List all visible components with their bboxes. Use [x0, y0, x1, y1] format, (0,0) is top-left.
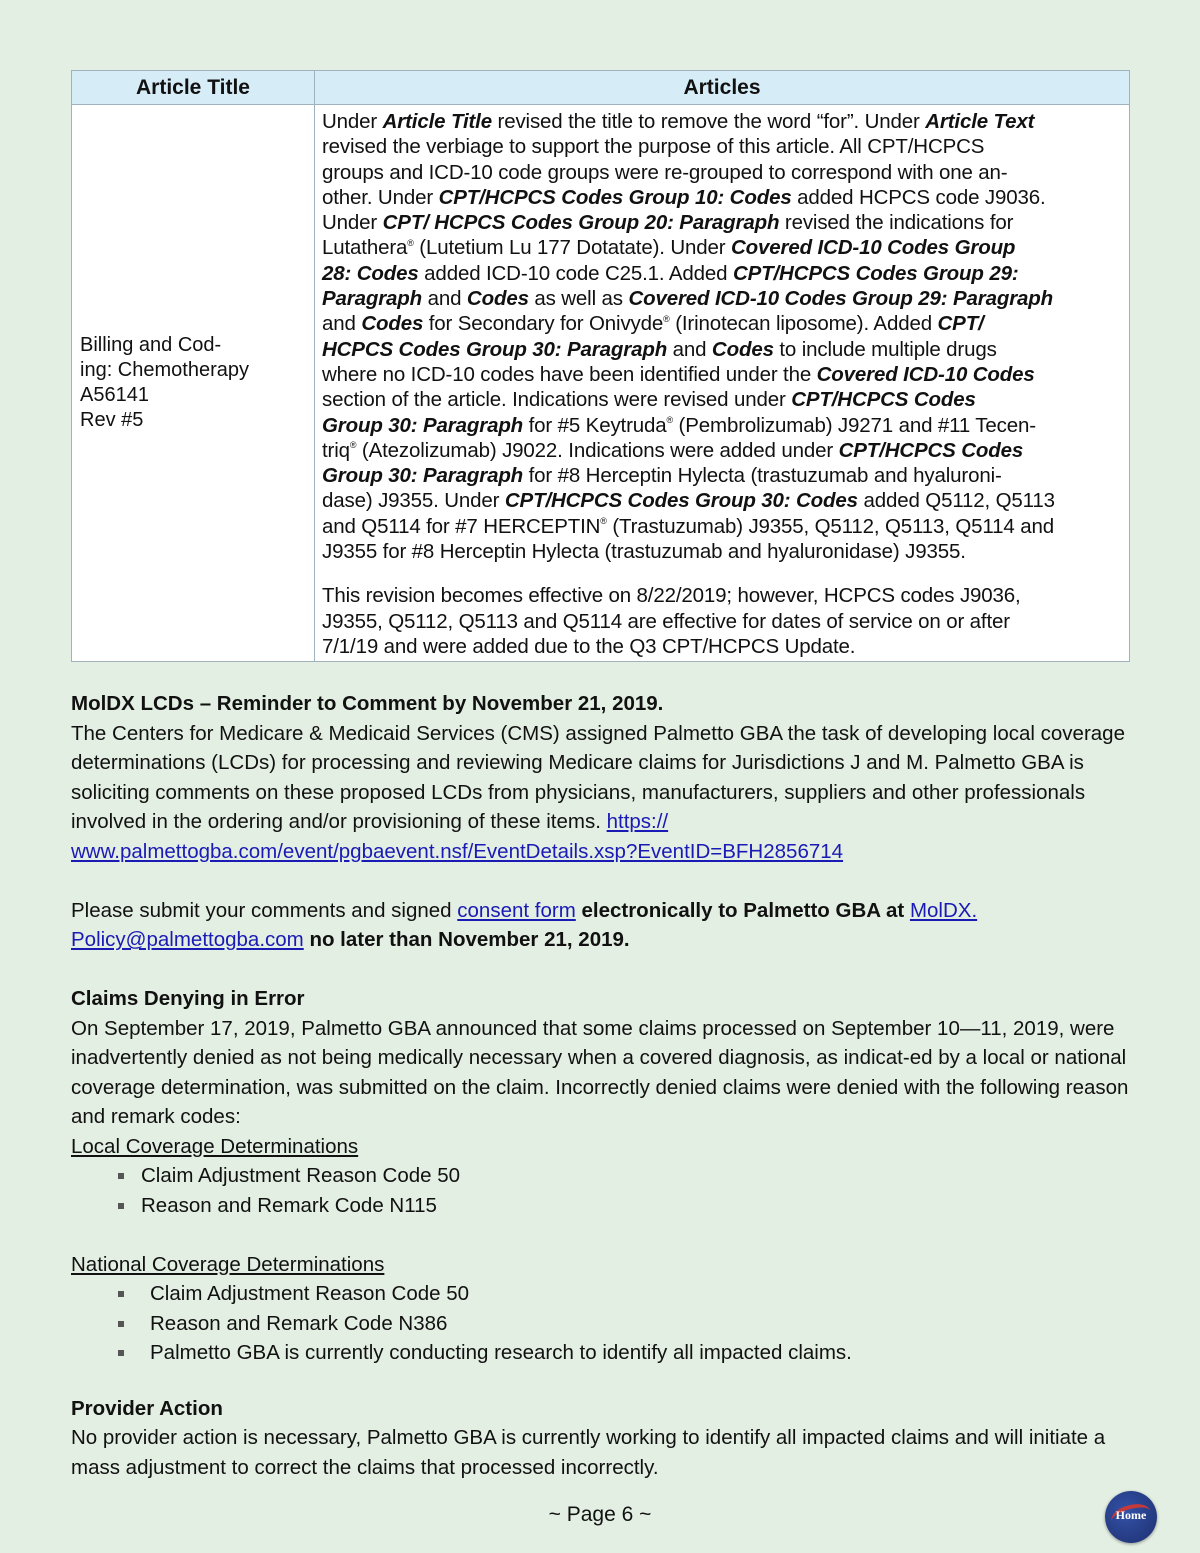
moldx-submit: Please submit your comments and signed consent form electronically to Palmetto GBA at MolDX. Policy@palmettogba.com no later than November 21, 2019.: [71, 898, 978, 952]
revision-paragraph: Under Article Title revised the title to remove the word “for”. Under Article Text revised the verbiage to support the purpose of this article. All CPT/HCPCS groups and ICD-10 code groups were re-grouped to correspond with one an- other. Under CPT/HCPCS Codes Group 10: Codes added HCPCS code J9036. Under CPT/ HCPCS Codes Group 20: Paragraph revised the indications for Lutathera® (Lutetium Lu 177 Dotatate). Under Covered ICD-10 Codes Group 28: Codes added ICD-10 code C25.1. Added CPT/HCPCS Codes Group 29: Paragraph and Codes as well as Covered ICD-10 Codes Group 29: Paragraph and Codes for Secondary for Onivyde® (Irinotecan liposome). Added CPT/ HCPCS Codes Group 30: Paragraph and Codes to include multiple drugs where no ICD-10 codes have been identified under the Covered ICD-10 Codes section of the article. Indications were revised under CPT/HCPCS Codes Group 30: Paragraph for #5 Keytruda® (Pembrolizumab) J9271 and #11 Tecen- triq® (Atezolizumab) J9022. Indications were added under CPT/HCPCS Codes Group 30: Paragraph for #8 Herceptin Hylecta (trastuzumab and hyaluroni- dase) J9355. Under CPT/HCPCS Codes Group 30: Codes added Q5112, Q5113 and Q5114 for #7 HERCEPTIN® (Trastuzumab) J9355, Q5112, Q5113, Q5114 and J9355 for #8 Herceptin Hylecta (trastuzumab and hyaluronidase) J9355.: [322, 110, 1055, 564]
title-line: Billing and Cod-: [80, 333, 222, 356]
home-button[interactable]: [1105, 1491, 1157, 1543]
table-header-row: [72, 71, 1130, 105]
page-number: ~ Page 6 ~: [548, 1503, 652, 1526]
title-line: ing: Chemotherapy: [80, 358, 249, 381]
claims-heading: Claims Denying in Error: [71, 987, 305, 1011]
moldx-heading: MolDX LCDs – Reminder to Comment by November 21, 2019.: [71, 692, 664, 716]
ncd-label: National Coverage Determinations: [71, 1252, 385, 1276]
header-article-title: Article Title: [72, 71, 315, 105]
home-label: Home: [1115, 1508, 1147, 1522]
ncd-list: [71, 1279, 1130, 1368]
provider-body: No provider action is necessary, Palmetto GBA is currently working to identify all impacted claims and will initiate a mass adjustment to correct the claims that processed incorrectly.: [71, 1426, 1106, 1479]
moldx-body: The Centers for Medicare & Medicaid Services (CMS) assigned Palmetto GBA the task of developing local coverage determinations (LCDs) for processing and reviewing Medicare claims for Jurisdictions J and M. Palmetto GBA is soliciting comments on these proposed LCDs from physicians, manufacturers, suppliers and other professionals involved in the ordering and/or provisioning of these items. https:// www.palmettogba.com/event/pgbaevent.nsf/EventDetails.xsp?EventID=BFH2856714: [71, 721, 1125, 863]
lcd-label: Local Coverage Determinations: [71, 1134, 359, 1158]
provider-section: [71, 1394, 1130, 1483]
title-line: Rev #5: [80, 409, 144, 432]
table-row: [72, 105, 1130, 662]
lcd-list: [71, 1161, 1130, 1220]
list-item: Reason and Remark Code N115: [141, 1191, 1130, 1221]
moldx-section: [71, 689, 1130, 955]
claims-section: [71, 984, 1130, 1368]
title-line: A56141: [80, 384, 149, 407]
consent-form-link[interactable]: consent form: [457, 898, 576, 922]
event-details-link[interactable]: https:// www.palmettogba.com/event/pgbaevent.nsf/EventDetails.xsp?EventID=BFH2856714: [71, 810, 844, 863]
header-articles: Articles: [315, 71, 1130, 105]
moldx-email-link[interactable]: MolDX. Policy@palmettogba.com: [71, 898, 978, 952]
page-content: [71, 70, 1130, 1482]
list-item: Claim Adjustment Reason Code 50: [150, 1279, 1130, 1309]
effective-date-paragraph: This revision becomes effective on 8/22/2019; however, HCPCS codes J9036, J9355, Q5112, Q5113 and Q5114 are effective for dates of service on or after 7/1/19 and were added due to the Q3 CPT/HCPCS Update.: [322, 584, 1021, 658]
list-item: Reason and Remark Code N386: [150, 1309, 1130, 1339]
list-item: Palmetto GBA is currently conducting research to identify all impacted claims.: [150, 1338, 1130, 1368]
articles-table: [71, 70, 1130, 662]
article-title-cell: [72, 105, 315, 662]
provider-heading: Provider Action: [71, 1396, 223, 1420]
list-item: Claim Adjustment Reason Code 50: [141, 1161, 1130, 1191]
article-text-cell: [315, 105, 1130, 662]
claims-body: On September 17, 2019, Palmetto GBA announced that some claims processed on September 10—11, 2019, were inadvertently denied as not being medically necessary when a covered diagnosis, as indicat-ed by a local or national coverage determination, was submitted on the claim. Incorrectly denied claims were denied with the following reason and remark codes:: [71, 1016, 1129, 1129]
